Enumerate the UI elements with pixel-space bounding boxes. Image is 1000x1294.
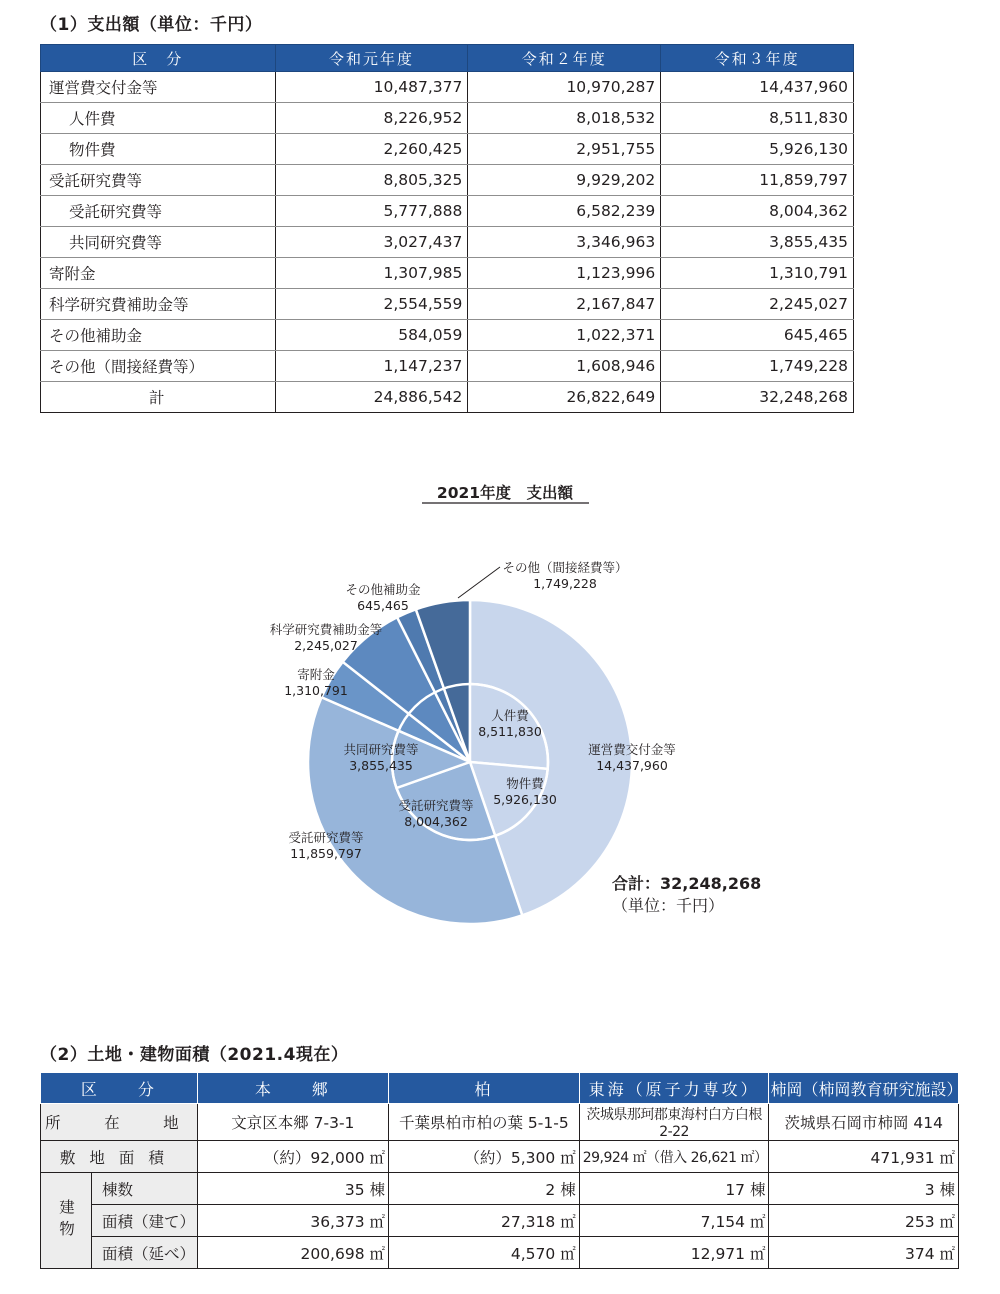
row-value: 9,929,202 (468, 165, 661, 196)
floor-area-row (41, 1237, 959, 1269)
site-area-row (41, 1141, 959, 1173)
header-category: 区 分 (41, 45, 276, 72)
table-row (41, 165, 854, 196)
row-value: 11,859,797 (661, 165, 854, 196)
inner-label-value-2: 8,004,362 (404, 814, 468, 829)
location-hongo: 文京区本郷 7-3-1 (197, 1104, 388, 1141)
land-building-table (40, 1072, 963, 1269)
row-label: 物件費 (41, 134, 276, 165)
row-value: 3,027,437 (275, 227, 468, 258)
header-kashiwa: 柏 (389, 1073, 580, 1104)
row-value: 1,123,996 (468, 258, 661, 289)
outer-label-value-2: 1,310,791 (284, 683, 348, 698)
inner-label-value-0: 8,511,830 (478, 724, 542, 739)
outer-label-value-4: 645,465 (357, 598, 409, 613)
row-value: 8,018,532 (468, 103, 661, 134)
building-area-tokai: 7,154 ㎡ (579, 1205, 769, 1237)
inner-label-name-2: 受託研究費等 (398, 798, 474, 813)
row-value: 2,951,755 (468, 134, 661, 165)
inner-label-name-3: 共同研究費等 (343, 742, 419, 757)
header-r3: 令和３年度 (661, 45, 854, 72)
table-row (41, 289, 854, 320)
inner-label-value-1: 5,926,130 (493, 792, 557, 807)
row-label: 人件費 (41, 103, 276, 134)
building-count-tokai: 17 棟 (579, 1173, 769, 1205)
chart-total-label: 合計：32,248,268 (612, 874, 762, 893)
chart-title: 2021年度 支出額 (436, 484, 574, 502)
row-value: 3,855,435 (661, 227, 854, 258)
table-header-row (41, 1073, 959, 1104)
outer-label-value-1: 11,859,797 (290, 846, 362, 861)
table-row (41, 134, 854, 165)
inner-label-name-1: 物件費 (506, 776, 544, 791)
building-area-label: 面積（建て） (92, 1205, 198, 1237)
row-value: 10,970,287 (468, 72, 661, 103)
site-area-kakioka: 471,931 ㎡ (769, 1141, 959, 1173)
section1-title: （1）支出額（単位：千円） (40, 15, 263, 35)
table-row (41, 227, 854, 258)
table-row (41, 72, 854, 103)
floor-area-tokai: 12,971 ㎡ (579, 1237, 769, 1269)
total-value: 24,886,542 (275, 382, 468, 413)
row-value: 1,749,228 (661, 351, 854, 382)
outer-label-value-0: 14,437,960 (596, 758, 668, 773)
floor-area-kakioka: 374 ㎡ (769, 1237, 959, 1269)
row-value: 584,059 (275, 320, 468, 351)
row-value: 1,608,946 (468, 351, 661, 382)
location-label: 所 在 地 (41, 1104, 198, 1141)
row-value: 2,167,847 (468, 289, 661, 320)
row-value: 5,926,130 (661, 134, 854, 165)
row-value: 2,260,425 (275, 134, 468, 165)
expenditure-donut-chart (0, 470, 1000, 950)
row-label: 科学研究費補助金等 (41, 289, 276, 320)
table-row (41, 103, 854, 134)
row-label: その他補助金 (41, 320, 276, 351)
row-value: 1,310,791 (661, 258, 854, 289)
floor-area-hongo: 200,698 ㎡ (197, 1237, 388, 1269)
row-value: 1,022,371 (468, 320, 661, 351)
total-value: 32,248,268 (661, 382, 854, 413)
outer-label-name-3: 科学研究費補助金等 (269, 622, 383, 637)
building-count-kakioka: 3 棟 (769, 1173, 959, 1205)
row-value: 645,465 (661, 320, 854, 351)
row-value: 8,004,362 (661, 196, 854, 227)
header-hongo: 本 郷 (197, 1073, 388, 1104)
row-value: 8,511,830 (661, 103, 854, 134)
table-header-row (41, 45, 854, 72)
section2-title: （2）土地・建物面積（2021.4現在） (40, 1045, 349, 1065)
building-count-hongo: 35 棟 (197, 1173, 388, 1205)
location-kashiwa: 千葉県柏市柏の葉 5-1-5 (389, 1104, 580, 1141)
row-label: 寄附金 (41, 258, 276, 289)
building-area-kashiwa: 27,318 ㎡ (389, 1205, 580, 1237)
outer-label-name-0: 運営費交付金等 (588, 742, 676, 757)
row-value: 10,487,377 (275, 72, 468, 103)
building-area-hongo: 36,373 ㎡ (197, 1205, 388, 1237)
outer-label-name-4: その他補助金 (345, 582, 421, 597)
table-row (41, 258, 854, 289)
site-area-label: 敷地面積 (41, 1141, 198, 1173)
outer-label-name-1: 受託研究費等 (288, 830, 364, 845)
building-area-row (41, 1205, 959, 1237)
outer-label-name-5: その他（間接経費等） (502, 560, 628, 575)
row-value: 2,245,027 (661, 289, 854, 320)
building-count-label: 棟数 (92, 1173, 198, 1205)
building-count-kashiwa: 2 棟 (389, 1173, 580, 1205)
location-row (41, 1104, 959, 1141)
chart-unit-label: （単位：千円） (612, 896, 725, 915)
outer-label-value-3: 2,245,027 (294, 638, 358, 653)
inner-label-value-3: 3,855,435 (349, 758, 413, 773)
row-label: 受託研究費等 (41, 165, 276, 196)
row-value: 6,582,239 (468, 196, 661, 227)
building-area-kakioka: 253 ㎡ (769, 1205, 959, 1237)
row-value: 8,805,325 (275, 165, 468, 196)
location-kakioka: 茨城県石岡市柿岡 414 (769, 1104, 959, 1141)
row-label: 共同研究費等 (41, 227, 276, 258)
table-row (41, 320, 854, 351)
leader-line (458, 567, 500, 598)
site-area-kashiwa: （約）5,300 ㎡ (389, 1141, 580, 1173)
table-row (41, 196, 854, 227)
header-r2: 令和２年度 (468, 45, 661, 72)
total-label: 計 (41, 382, 276, 413)
header-tokai: 東海（原子力専攻） (579, 1073, 769, 1104)
inner-label-name-0: 人件費 (491, 708, 529, 723)
floor-area-kashiwa: 4,570 ㎡ (389, 1237, 580, 1269)
row-value: 8,226,952 (275, 103, 468, 134)
row-value: 5,777,888 (275, 196, 468, 227)
row-value: 1,147,237 (275, 351, 468, 382)
floor-area-label: 面積（延べ） (92, 1237, 198, 1269)
expenditure-table (40, 44, 854, 413)
building-count-row (41, 1173, 959, 1205)
row-value: 3,346,963 (468, 227, 661, 258)
outer-label-name-2: 寄附金 (297, 667, 335, 682)
row-value: 2,554,559 (275, 289, 468, 320)
row-label: その他（間接経費等） (41, 351, 276, 382)
row-label: 受託研究費等 (41, 196, 276, 227)
location-tokai: 茨城県那珂郡東海村白方白根 2-22 (579, 1104, 769, 1141)
building-group-label: 建物 (41, 1173, 92, 1269)
table-row (41, 351, 854, 382)
row-value: 1,307,985 (275, 258, 468, 289)
header-r1: 令和元年度 (275, 45, 468, 72)
header-kakioka: 柿岡（柿岡教育研究施設） (769, 1073, 959, 1104)
total-value: 26,822,649 (468, 382, 661, 413)
outer-label-value-5: 1,749,228 (533, 576, 597, 591)
total-row (41, 382, 854, 413)
row-label: 運営費交付金等 (41, 72, 276, 103)
row-value: 14,437,960 (661, 72, 854, 103)
site-area-tokai: 29,924 ㎡（借入 26,621 ㎡） (579, 1141, 769, 1173)
site-area-hongo: （約）92,000 ㎡ (197, 1141, 388, 1173)
header-category: 区 分 (41, 1073, 198, 1104)
